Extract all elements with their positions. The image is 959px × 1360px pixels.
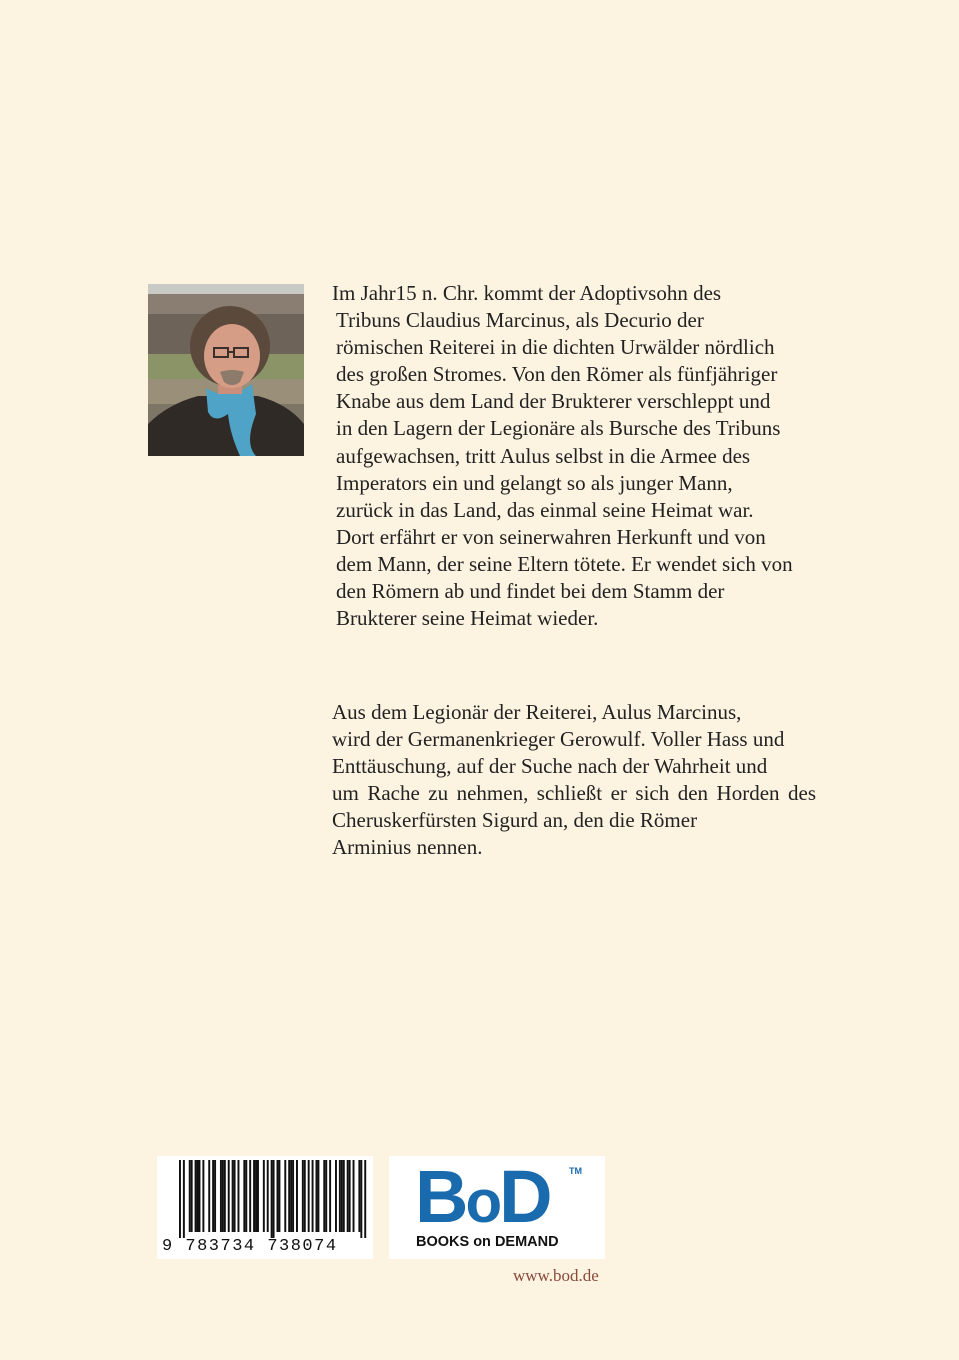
barcode-bar: [292, 1160, 294, 1232]
barcode-bar: [277, 1160, 279, 1232]
blurb-line: wird der Germanenkrieger Gerowulf. Voller Hass und: [332, 727, 785, 752]
barcode-bar: [214, 1160, 216, 1232]
barcode-bar: [323, 1160, 325, 1232]
blurb-line: römischen Reiterei in die dichten Urwälder nördlich: [336, 335, 775, 360]
barcode-bar: [267, 1160, 269, 1232]
barcode-bar: [249, 1160, 251, 1232]
barcode-bar: [284, 1160, 286, 1232]
barcode-bar: [232, 1160, 234, 1232]
barcode-bar: [253, 1160, 255, 1232]
bod-letter-o: o: [465, 1168, 500, 1235]
barcode-bar: [179, 1160, 181, 1238]
barcode-bar: [220, 1160, 222, 1232]
barcode-bar: [304, 1160, 306, 1232]
isbn-barcode: [157, 1156, 373, 1259]
barcode-bar: [302, 1160, 304, 1232]
barcode-bar: [222, 1160, 224, 1232]
trademark-mark: TM: [569, 1166, 582, 1176]
barcode-bar: [339, 1160, 341, 1232]
blurb-line: Enttäuschung, auf der Suche nach der Wahrheit und: [332, 754, 768, 779]
barcode-bar: [224, 1160, 226, 1232]
barcode-bar: [364, 1160, 366, 1238]
blurb-line: Imperators ein und gelangt so als junger Mann,: [336, 470, 733, 495]
barcode-bar: [317, 1160, 319, 1232]
barcode-bar: [243, 1160, 245, 1232]
barcode-bar: [347, 1160, 349, 1232]
barcode-bar: [343, 1160, 345, 1232]
barcode-bar: [191, 1160, 193, 1232]
barcode-bar: [257, 1160, 259, 1232]
barcode-bar: [199, 1160, 201, 1232]
blurb-line: Arminius nennen.: [332, 835, 483, 860]
barcode-bar: [335, 1160, 337, 1232]
blurb-paragraph-1: [332, 280, 822, 632]
barcode-bar: [273, 1160, 275, 1238]
barcode-bar: [208, 1160, 210, 1232]
barcode-bar: [197, 1160, 199, 1232]
barcode-bar: [271, 1160, 273, 1238]
barcode-bar: [353, 1160, 355, 1232]
barcode-bar: [238, 1160, 240, 1232]
bod-letter-b: B: [415, 1155, 466, 1238]
blurb-line: Tribuns Claudius Marcinus, als Decurio der: [336, 308, 704, 333]
barcode-bar: [349, 1160, 351, 1232]
barcode-bar: [189, 1160, 191, 1232]
barcode-bar: [290, 1160, 292, 1232]
blurb-line: Knabe aus dem Land der Brukterer verschleppt und: [336, 389, 771, 414]
bod-wordmark: [415, 1155, 550, 1239]
barcode-bar: [360, 1160, 362, 1238]
blurb-line: um Rache zu nehmen, schließt er sich den Horden des: [332, 781, 816, 806]
barcode-bar: [296, 1160, 298, 1232]
barcode-bar: [183, 1160, 185, 1238]
blurb-line: Cheruskerfürsten Sigurd an, den die Römer: [332, 808, 698, 833]
blurb-line: aufgewachsen, tritt Aulus selbst in die Armee des: [336, 443, 751, 468]
blurb-line: Brukterer seine Heimat wieder.: [336, 606, 599, 631]
barcode-bar: [329, 1160, 331, 1232]
bod-letter-d: D: [499, 1155, 550, 1238]
blurb-line: Dort erfährt er von seinerwahren Herkunft und von: [336, 524, 766, 549]
barcode-bar: [212, 1160, 214, 1232]
blurb-line: den Römern ab und findet bei dem Stamm der: [336, 579, 725, 604]
barcode-bar: [325, 1160, 327, 1232]
barcode-bar: [358, 1160, 360, 1232]
barcode-bar: [195, 1160, 197, 1232]
blurb-line: zurück in das Land, das einmal seine Heimat war.: [336, 497, 754, 522]
author-photo: [148, 284, 304, 456]
blurb-line: Im Jahr15 n. Chr. kommt der Adoptivsohn des: [332, 281, 722, 305]
barcode-bar: [234, 1160, 236, 1232]
barcode-bar: [263, 1160, 265, 1232]
barcode-bar: [308, 1160, 310, 1232]
barcode-bar: [202, 1160, 204, 1232]
blurb-line: Aus dem Legionär der Reiterei, Aulus Marcinus,: [332, 700, 742, 724]
barcode-bar: [255, 1160, 257, 1232]
blurb-line: dem Mann, der seine Eltern tötete. Er wendet sich von: [336, 551, 793, 576]
barcode-bar: [341, 1160, 343, 1232]
barcode-bar: [316, 1160, 318, 1232]
publisher-url[interactable]: www.bod.de: [513, 1266, 599, 1285]
barcode-bar: [245, 1160, 247, 1232]
blurb-line: in den Lagern der Legionäre als Bursche des Tribuns: [336, 416, 781, 441]
barcode-bars: [157, 1156, 373, 1238]
isbn-digits: 9 783734 738074: [162, 1237, 338, 1256]
blurb-line: des großen Stromes. Von den Römer als fünfjähriger: [336, 362, 778, 387]
publisher-tagline: BOOKS on DEMAND: [416, 1234, 559, 1250]
barcode-bar: [288, 1160, 290, 1232]
barcode-bar: [228, 1160, 230, 1232]
blurb-paragraph-2: [332, 699, 822, 862]
publisher-logo: [389, 1156, 605, 1259]
barcode-bar: [278, 1160, 280, 1232]
barcode-bar: [312, 1160, 314, 1232]
